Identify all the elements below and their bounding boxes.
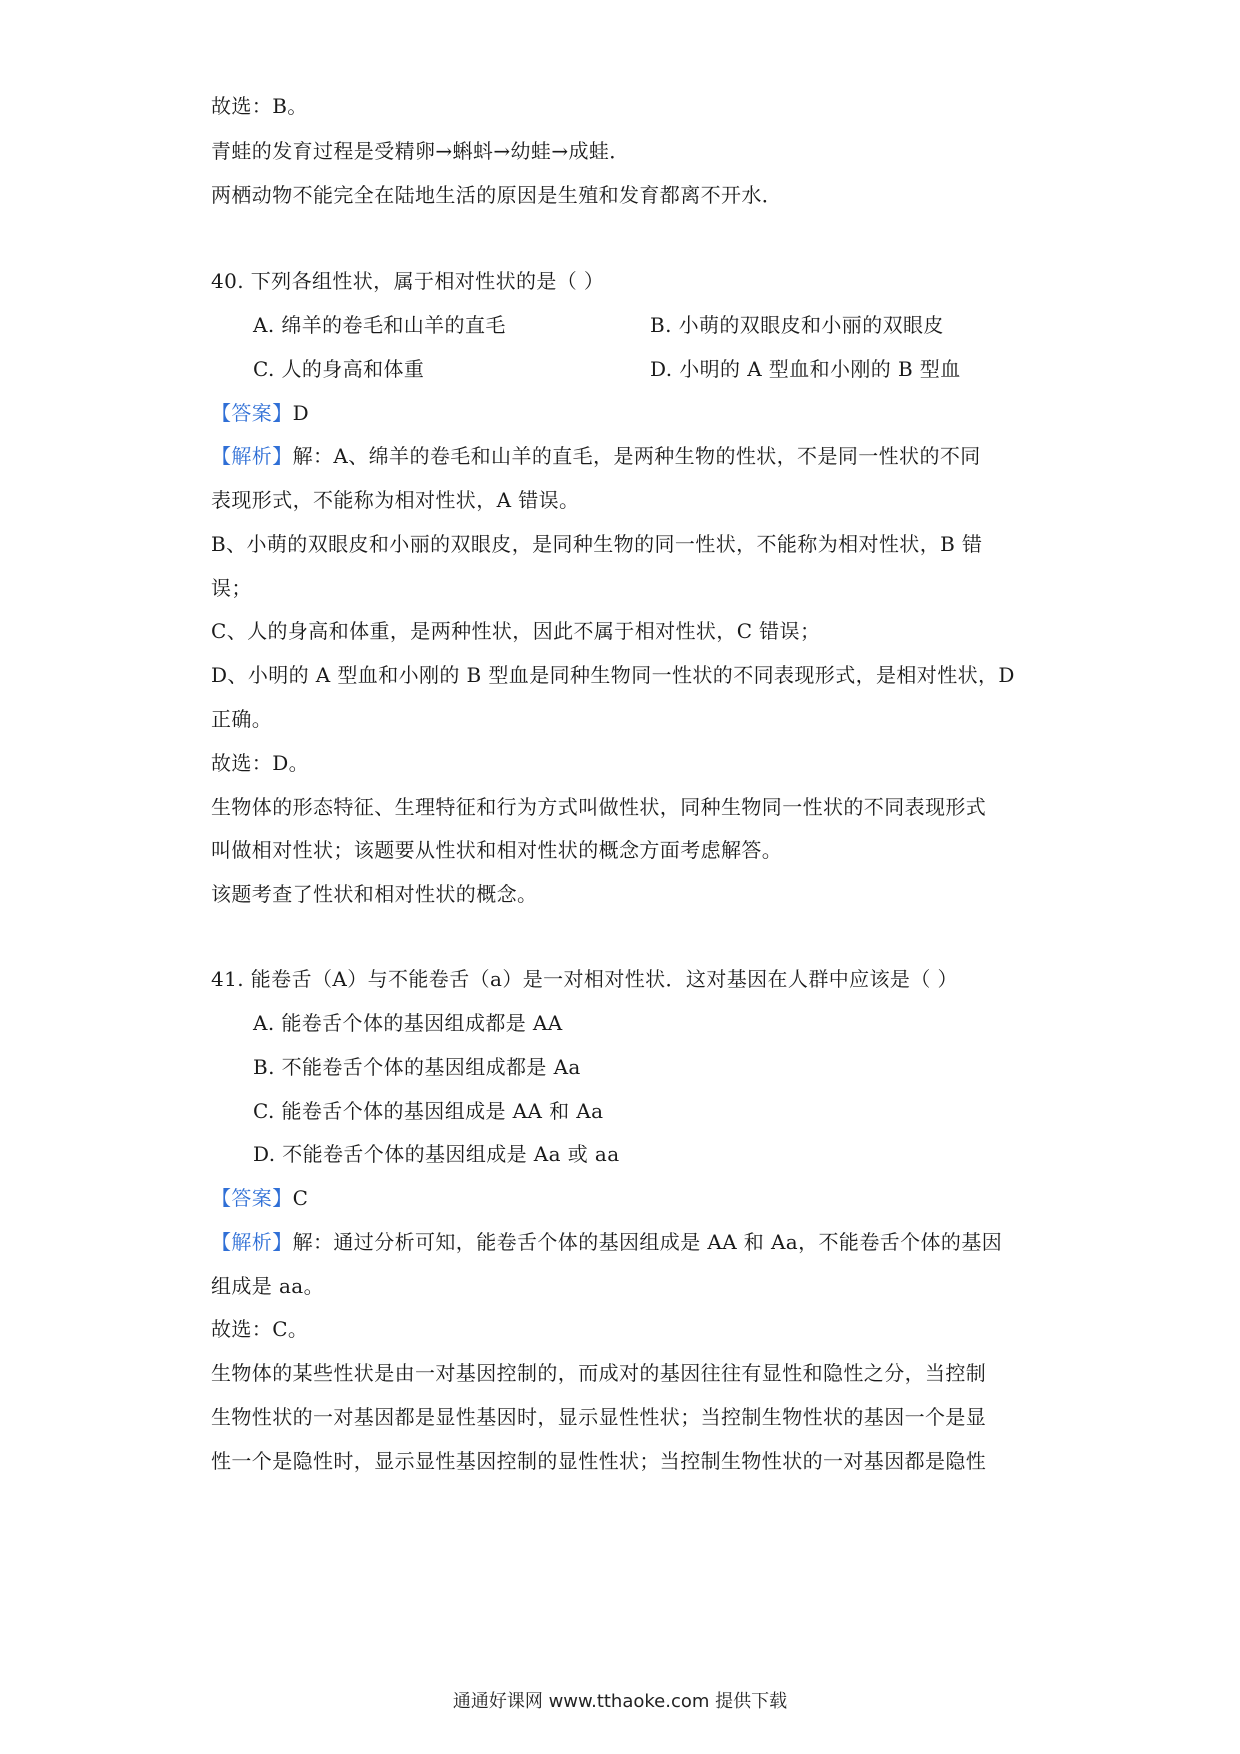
q40-analysis-line-11: 该题考查了性状和相对性状的概念。: [211, 882, 538, 906]
q40-analysis-line-1: [211, 442, 981, 470]
q40-analysis-line-5: C、人的身高和体重，是两种性状，因此不属于相对性状，C 错误；: [211, 619, 821, 643]
q40-analysis-line-9: 生物体的形态特征、生理特征和行为方式叫做性状，同种生物同一性状的不同表现形式: [211, 795, 987, 819]
q41-analysis-text-1: 解：通过分析可知，能卷舌个体的基因组成是 AA 和 Aa，不能卷舌个体的基因: [292, 1230, 1003, 1254]
q41-analysis-line-6: 性一个是隐性时，显示显性基因控制的显性性状；当控制生物性状的一对基因都是隐性: [211, 1449, 987, 1473]
q41-analysis-line-3: 故选：C。: [211, 1317, 309, 1341]
q41-option-b: B. 不能卷舌个体的基因组成都是 Aa: [253, 1055, 581, 1079]
q41-analysis-line-2: 组成是 aa。: [211, 1274, 325, 1298]
q41-analysis-tag: 【解析】: [211, 1230, 293, 1254]
q41-option-c: C. 能卷舌个体的基因组成是 AA 和 Aa: [253, 1099, 604, 1123]
q41-stem: 41. 能卷舌（A）与不能卷舌（a）是一对相对性状．这对基因在人群中应该是（ ）: [211, 967, 958, 991]
q40-answer: D: [292, 401, 310, 425]
q40-analysis-text-1: 解：A、绵羊的卷毛和山羊的直毛，是两种生物的性状，不是同一性状的不同: [292, 444, 981, 468]
q40-option-b: B. 小萌的双眼皮和小丽的双眼皮: [650, 313, 944, 337]
q40-option-c: C. 人的身高和体重: [253, 357, 425, 381]
q41-answer: C: [292, 1186, 309, 1210]
q40-analysis-line-3: B、小萌的双眼皮和小丽的双眼皮，是同种生物的同一性状，不能称为相对性状，B 错: [211, 532, 983, 556]
prev-note-1: 青蛙的发育过程是受精卵→蝌蚪→幼蛙→成蛙．: [211, 139, 630, 163]
page-footer: 通通好课网 www.tthaoke.com 提供下载: [452, 1691, 788, 1712]
q40-analysis-line-2: 表现形式，不能称为相对性状，A 错误。: [211, 488, 580, 512]
q40-option-d: D. 小明的 A 型血和小刚的 B 型血: [650, 357, 961, 381]
q40-analysis-line-6: D、小明的 A 型血和小刚的 B 型血是同种生物同一性状的不同表现形式，是相对性状，D: [211, 663, 1015, 687]
q40-answer-line: [211, 399, 309, 427]
q40-answer-tag: 【答案】: [211, 401, 293, 425]
prev-note-2: 两栖动物不能完全在陆地生活的原因是生殖和发育都离不开水．: [211, 183, 783, 207]
q40-option-a: A. 绵羊的卷毛和山羊的直毛: [253, 313, 506, 337]
q41-option-d: D. 不能卷舌个体的基因组成是 Aa 或 aa: [253, 1142, 620, 1166]
q40-analysis-line-10: 叫做相对性状；该题要从性状和相对性状的概念方面考虑解答。: [211, 838, 783, 862]
q40-stem: 40. 下列各组性状，属于相对性状的是（ ）: [211, 269, 605, 293]
q41-analysis-line-5: 生物性状的一对基因都是显性基因时，显示显性性状；当控制生物性状的基因一个是显: [211, 1405, 987, 1429]
q41-analysis-line-1: [211, 1228, 1002, 1256]
q40-analysis-tag: 【解析】: [211, 444, 293, 468]
q41-answer-tag: 【答案】: [211, 1186, 293, 1210]
prev-answer-choice: 故选：B。: [211, 94, 308, 118]
q41-answer-line: [211, 1184, 308, 1212]
q40-analysis-line-7: 正确。: [211, 707, 273, 731]
q40-analysis-line-4: 误；: [211, 576, 252, 600]
q41-option-a: A. 能卷舌个体的基因组成都是 AA: [253, 1011, 563, 1035]
q40-analysis-line-8: 故选：D。: [211, 751, 310, 775]
q41-analysis-line-4: 生物体的某些性状是由一对基因控制的，而成对的基因往往有显性和隐性之分，当控制: [211, 1361, 987, 1385]
